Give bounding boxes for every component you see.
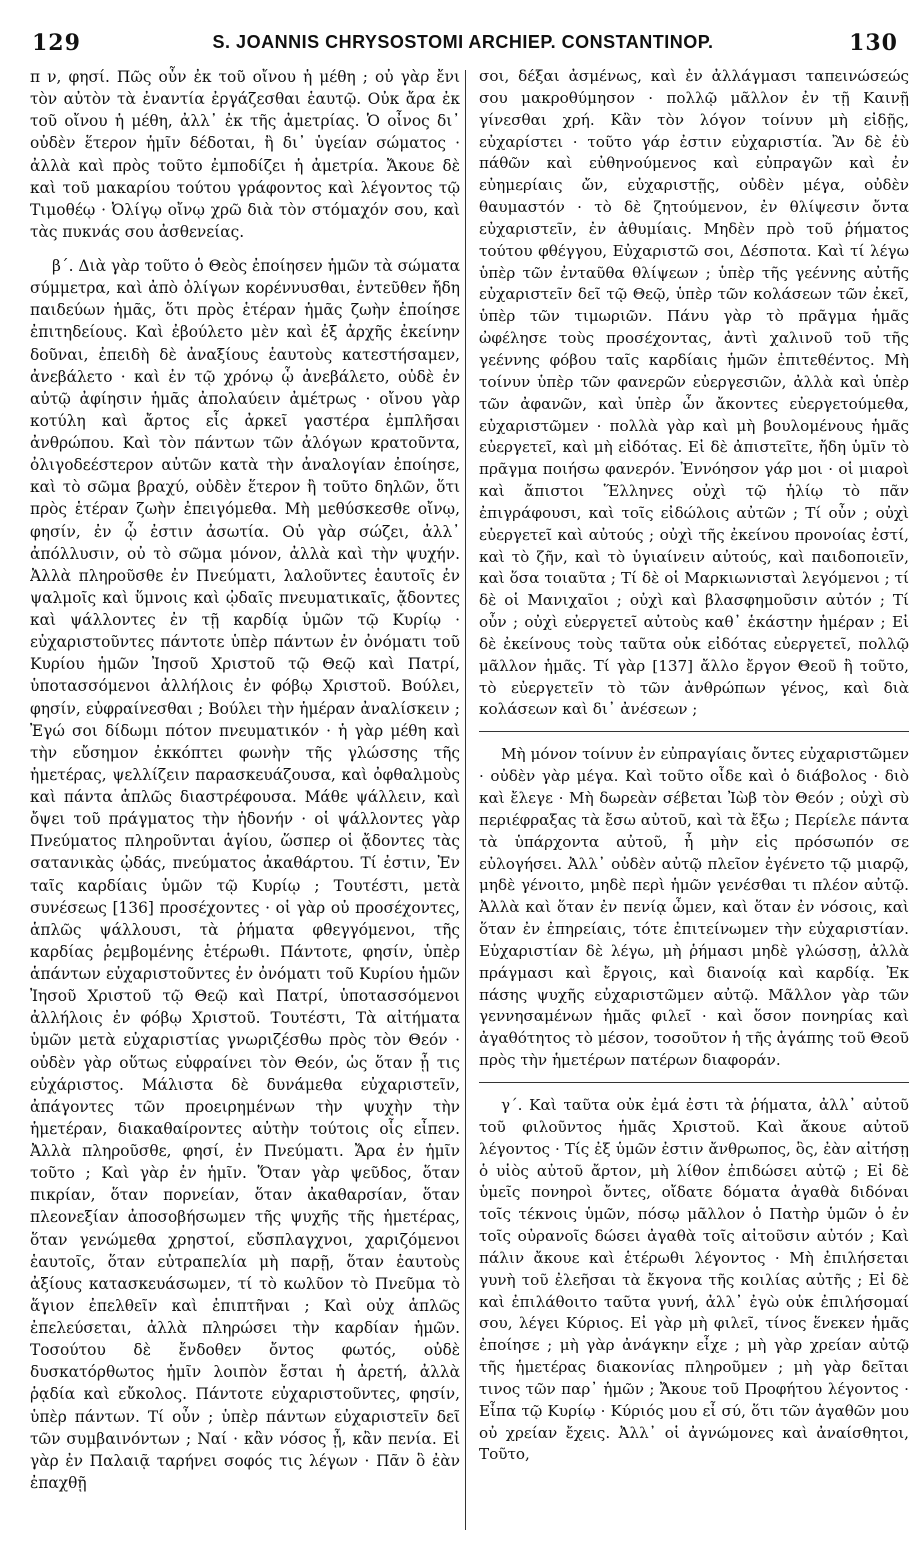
section-rule-2 xyxy=(479,1082,909,1083)
left-paragraph-2: β΄. Διὰ γὰρ τοῦτο ὁ Θεὸς ἐποίησεν ἡμῶν τὰ σώματα σύμμετρα, καὶ ἀπὸ ὀλίγων κορέννυσθαι, ἐντεῦθεν ἤδη παιδεύων ἡμᾶς, ὅτι πρὸς ἑτέραν ἡμᾶς ζωὴν ἐποίησε ἐπιτηδείους. Καὶ ἐβούλετο μὲν καὶ ἐξ ἀρχῆς ἐκείνην δοῦναι, ἐπειδὴ δὲ ἀναξίους ἑαυτοὺς κατεστήσαμεν, ἀνεβάλετο · καὶ ἐν τῷ χρόνῳ ᾧ ἀνεβάλετο, οὐδὲ ἐν αὐτῷ ἀφίησιν ἡμᾶς ἀπολαύειν ἀμέτρως · οἴνου γὰρ κοτύλη καὶ ἄρτος εἷς ἀρκεῖ γαστέρα ἐμπλῆσαι ἀνθρώπου. Καὶ τὸν πάντων τῶν ἀλόγων κρατοῦντα, ὀλιγοδεέστερον αὐτῶν κατὰ τὴν ἀναλογίαν ἐποίησε, καὶ τὸ σῶμα βραχύ, οὐδὲν ἕτερον ἢ τοῦτο δηλῶν, ὅτι πρὸς ἑτέραν ζωὴν ἐπειγόμεθα. Μὴ μεθύσκεσθε οἴνῳ, φησίν, ἐν ᾧ ἐστιν ἀσωτία. Οὐ γὰρ σώζει, ἀλλ᾽ ἀπόλλυσιν, οὐ τὸ σῶμα μόνον, ἀλλὰ καὶ τὴν ψυχήν. Ἀλλὰ πληροῦσθε ἐν Πνεύματι, λαλοῦντες ἑαυτοῖς ἐν ψαλμοῖς καὶ ὕμνοις καὶ ᾠδαῖς πνευματικαῖς, ᾄδοντες καὶ ψάλλοντες ἐν τῇ καρδίᾳ ὑμῶν τῷ Κυρίῳ · εὐχαριστοῦντες πάντοτε ὑπὲρ πάντων ἐν ὀνόματι τοῦ Κυρίου ἡμῶν Ἰησοῦ Χριστοῦ τῷ Θεῷ καὶ Πατρί, ὑποτασσόμενοι ἀλλήλοις ἐν φόβῳ Χριστοῦ. Βούλει, φησίν, εὐφραίνεσθαι ; Βούλει τὴν ἡμέραν ἀναλίσκειν ; Ἐγώ σοι δίδωμι πότον πνευματικόν · ἡ γὰρ μέθη καὶ τὴν εὔσημον ἐκκόπτει φωνὴν τῆς γλώσσης τῆς ἡμετέρας, ψελλίζειν παρασκευάζουσα, καὶ ὀφθαλμοὺς καὶ πάντα ἁπλῶς διαστρέφουσα. Μάθε ψάλλειν, καὶ ὄψει τοῦ πράγματος τὴν ἡδονήν · οἱ ψάλλοντες γὰρ Πνεύματος πληροῦνται ἁγίου, ὥσπερ οἱ ᾄδοντες τὰς σατανικὰς ᾠδάς, πνεύματος ἀκαθάρτου. Τί ἐστιν, Ἐν ταῖς καρδίαις ὑμῶν τῷ Κυρίῳ ; Τουτέστι, μετὰ συνέσεως [136] προσέχοντες · οἱ γὰρ οὐ προσέχοντες, ἁπλῶς ψάλλουσι, τὰ ῥήματα φθεγγόμενοι, τῆς καρδίας ῥεμβομένης ἑτέρωθι. Πάντοτε, φησίν, ὑπὲρ ἁπάντων εὐχαριστοῦντες ἐν ὀνόματι τοῦ Κυρίου ἡμῶν Ἰησοῦ Χριστοῦ τῷ Θεῷ καὶ Πατρί, ὑποτασσόμενοι ἀλλήλοις ἐν φόβῳ Χριστοῦ. Τουτέστι, Τὰ αἰτήματα ὑμῶν μετὰ εὐχαριστίας γνωριζέσθω πρὸς τὸν Θεόν · οὐδὲν γὰρ οὕτως εὐφραίνει τὸν Θεόν, ὡς ὅταν ᾖ τις εὐχάριστος. Μάλιστα δὲ δυνάμεθα εὐχαριστεῖν, ἀπάγοντες τῶν προειρημένων τὴν ψυχὴν τὴν ἡμετέραν, διακαθαίροντες αὐτὴν τούτοις οἷς εἶπεν. Ἀλλὰ πληροῦσθε, φησί, ἐν Πνεύματι. Ἄρα ἐν ἡμῖν τοῦτο ; Καὶ γὰρ ἐν ἡμῖν. Ὅταν γὰρ ψεῦδος, ὅταν πικρίαν, ὅταν πορνείαν, ὅταν ἀκαθαρσίαν, ὅταν πλεονεξίαν ἀποσοβήσωμεν τῆς ψυχῆς τῆς ἡμετέρας, ὅταν γενώμεθα χρηστοί, εὔσπλαγχνοι, χαριζόμενοι ἑαυτοῖς, ὅταν εὐτραπελία μὴ παρῇ, ὅταν ἑαυτοὺς ἀξίους κατασκευάσωμεν, τί τὸ κωλῦον τὸ Πνεῦμα τὸ ἅγιον ἐπελθεῖν καὶ ἐπιπτῆναι ; Καὶ οὐχ ἁπλῶς ἐπελεύσεται, ἀλλὰ πληρώσει τὴν καρδίαν ἡμῶν. Τοσούτου δὲ ἔνδοθεν ὄντος φωτός, οὐδὲ δυσκατόρθωτος ἡμῖν λοιπὸν ἔσται ἡ ἀρετή, ἀλλὰ ῥᾳδία καὶ εὔκολος. Πάντοτε εὐχαριστοῦντες, φησίν, ὑπὲρ πάντων. Τί οὖν ; ὑπὲρ πάντων εὐχαριστεῖν δεῖ τῶν συμβαινόντων ; Ναί · κἂν νόσος ᾖ, κἂν πενία. Εἰ γὰρ ἐν Παλαιᾷ ταρήνει σοφός τις λέγων · Πᾶν ὃ ἐὰν ἐπαχθῇ xyxy=(30,257,460,1492)
right-paragraph-2: Μὴ μόνον τοίνυν ἐν εὐπραγίαις ὄντες εὐχαριστῶμεν · οὐδὲν γὰρ μέγα. Καὶ τοῦτο οἶδε καὶ ὁ διάβολος · διὸ καὶ ἔλεγε · Μὴ δωρεὰν σέβεται Ἰὼβ τὸν Θεόν ; οὐχὶ σὺ περιέφραξας τὰ ἔσω αὐτοῦ, καὶ τὰ ἔξω ; Περίελε πάντα τὰ ὑπάρχοντα αὐτοῦ, ἦ μὴν εἰς πρόσωπόν σε εὐλογήσει. Ἀλλ᾽ οὐδὲν αὐτῷ πλεῖον ἐγένετο τῷ μιαρῷ, μηδὲ γένοιτο, μηδὲ περὶ ἡμῶν γενέσθαι τι πλέον αὐτῷ. Ἀλλὰ καὶ ὅταν ἐν πενίᾳ ὦμεν, καὶ ὅταν ἐν νόσοις, καὶ ὅταν ἐν ἐπηρείαις, τότε ἐπιτείνωμεν τὴν εὐχαριστίαν. Εὐχαριστίαν δὲ λέγω, μὴ ῥήμασι μηδὲ γλώσσῃ, ἀλλὰ πράγμασι καὶ ἔργοις, καὶ διανοίᾳ καὶ καρδίᾳ. Ἐκ πάσης ψυχῆς εὐχαριστῶμεν αὐτῷ. Μᾶλλον γὰρ τῶν γεννησαμένων ἡμᾶς φιλεῖ · καὶ ὅσον πονηρίας καὶ ἀγαθότητος τὸ μέσον, τοσοῦτον ἡ τῆς ἀγάπης τοῦ Θεοῦ πρὸς τὴν ἡμετέρων πατέρων διαφοράν. xyxy=(479,745,909,1070)
page-header xyxy=(18,22,908,58)
left-column xyxy=(30,66,460,1526)
right-column xyxy=(479,66,909,1526)
paragraph-gap xyxy=(30,243,460,255)
right-page-number: 130 xyxy=(849,30,898,56)
left-page-number: 129 xyxy=(32,30,81,56)
right-paragraph-3: γ΄. Καὶ ταῦτα οὐκ ἐμά ἐστι τὰ ῥήματα, ἀλλ᾽ αὐτοῦ τοῦ φιλοῦντος ἡμᾶς Χριστοῦ. Καὶ ἄκουε αὐτοῦ λέγοντος · Τίς ἐξ ὑμῶν ἐστιν ἄνθρωπος, ὃς, ἐὰν αἰτήσῃ ὁ υἱὸς αὐτοῦ ἄρτον, μὴ λίθον ἐπιδώσει αὐτῷ ; Εἰ δὲ ὑμεῖς πονηροὶ ὄντες, οἴδατε δόματα ἀγαθὰ διδόναι τοῖς τέκνοις ὑμῶν, πόσῳ μᾶλλον ὁ Πατὴρ ὑμῶν ὁ ἐν τοῖς οὐρανοῖς δώσει ἀγαθὰ τοῖς αἰτοῦσιν αὐτόν ; Καὶ πάλιν ἄκουε καὶ ἑτέρωθι λέγοντος · Μὴ ἐπιλήσεται γυνὴ τοῦ ἐλεῆσαι τὰ ἔκγονα τῆς κοιλίας αὐτῆς ; Εἰ δὲ καὶ ἐπιλάθοιτο ταῦτα γυνή, ἀλλ᾽ ἐγὼ οὐκ ἐπιλήσομαί σου, λέγει Κύριος. Εἰ γὰρ μὴ φιλεῖ, τίνος ἕνεκεν ἡμᾶς ἐποίησε ; μὴ γὰρ ἀνάγκην εἶχε ; μὴ γὰρ χρείαν αὐτῷ τῆς ἡμετέρας διακονίας πληροῦμεν ; μὴ γὰρ δεῖται τινος τῶν παρ᾽ ἡμῶν ; Ἄκουε τοῦ Προφήτου λέγοντος · Εἶπα τῷ Κυρίῳ · Κύριός μου εἶ σύ, ὅτι τῶν ἀγαθῶν μου οὐ χρείαν ἔχεις. Ἀλλ᾽ οἱ ἀγνώμονες καὶ ἀναίσθητοι, Τοῦτο, xyxy=(479,1095,909,1464)
left-paragraph-1: π ν, φησί. Πῶς οὖν ἐκ τοῦ οἴνου ἡ μέθη ; οὐ γὰρ ἔνι τὸν αὐτὸν τὰ ἐναντία ἐργάζεσθαι ἑαυτῷ. Οὐκ ἄρα ἐκ τοῦ οἴνου ἡ μέθη, ἀλλ᾽ ἐκ τῆς ἀμετρίας. Ὁ οἶνος δι᾽ οὐδὲν ἕτερον ἡμῖν δέδοται, ἢ δι᾽ ὑγείαν σώματος · ἀλλὰ καὶ πρὸς τοῦτο ἐμποδίζει ἡ ἀμετρία. Ἄκουε δὲ καὶ τοῦ μακαρίου τούτου γράφοντος καὶ λέγοντος τῷ Τιμοθέῳ · Ὀλίγῳ οἴνῳ χρῶ διὰ τὸν στόμαχόν σου, καὶ τὰς πυκνάς σου ἀσθενείας. xyxy=(30,68,460,241)
section-rule xyxy=(479,731,909,732)
right-paragraph-1: σοι, δέξαι ἀσμένως, καὶ ἐν ἀλλάγμασι ταπεινώσεώς σου μακροθύμησον · πολλῷ μᾶλλον ἐν τῇ Καινῇ γίνεσθαι χρή. Κἂν τὸν λόγον τοίνυν μὴ εἰδῇς, εὐχαρίστει · τοῦτο γάρ ἐστιν εὐχαριστία. Ἂν δὲ ἐὺ πάθῶν καὶ εὐθηνούμενος καὶ εὐπραγῶν καὶ ἐν εὐημερίαις ὤν, εὐχαριστῇς, οὐδὲν μέγα, οὐδὲν θαυμαστόν · τὸ δὲ ζητούμενον, ἐν θλίψεσιν ὄντα εὐχαριστεῖν, ἐν ἀθυμίαις. Μηδὲν πρὸ τοῦ ῥήματος τούτου φθέγγου, Εὐχαριστῶ σοι, Δέσποτα. Καὶ τί λέγω ὑπὲρ τῶν ἐνταῦθα θλίψεων ; ὑπὲρ τῆς γεέννης αὐτῆς εὐχαριστεῖν δεῖ τῷ Θεῷ, ὑπὲρ τῶν κολάσεων τῶν ἐκεῖ, ὑπὲρ τῶν τιμωριῶν. Πάνυ γὰρ τὸ πρᾶγμα ἡμᾶς ὠφέλησε τοὺς προσέχοντας, ἀντὶ χαλινοῦ τοῦ τῆς γεέννης φόβου ταῖς καρδίαις ἡμῶν ἐπιτεθέντος. Μὴ τοίνυν ὑπὲρ τῶν φανερῶν εὐεργεσιῶν, ἀλλὰ καὶ ὑπὲρ τῶν ἀφανῶν, καὶ ὑπὲρ ὧν ἄκοντες εὐεργετούμεθα, εὐχαριστῶμεν · πολλὰ γὰρ καὶ μὴ βουλομένους ἡμᾶς εὐεργετεῖ, καὶ μὴ εἰδότας. Εἰ δὲ ἀπιστεῖτε, ἤδη ὑμῖν τὸ πρᾶγμα ποιήσω φανερόν. Ἐννόησον γάρ μοι · οἱ μιαροὶ καὶ ἄπιστοι Ἕλληνες οὐχὶ τῷ ἡλίῳ τὸ πᾶν ἐπιγράφουσι, καὶ τοῖς εἰδώλοις αὐτῶν ; Τί οὖν ; οὐχὶ εὐεργετεῖ καὶ αὐτούς ; οὐχὶ τῆς ἐκείνου προνοίας ἐστί, καὶ τὸ ζῆν, καὶ τὸ ὑγιαίνειν αὐτούς, καὶ παιδοποιεῖν, καὶ ὅσα τοιαῦτα ; Τί δὲ οἱ Μαρκιωνισταὶ λεγόμενοι ; τί δὲ οἱ Μανιχαῖοι ; οὐχὶ καὶ βλασφημοῦσιν αὐτόν ; Τί οὖν ; οὐχὶ εὐεργετεῖ αὐτοὺς καθ᾽ ἑκάστην ἡμέραν ; Εἰ δὲ ἐκείνους τοὺς ταῦτα οὐκ εἰδότας εὐεργετεῖ, πολλῷ μᾶλλον ἡμᾶς. Τί γὰρ [137] ἄλλο ἔργον Θεοῦ ἢ τοῦτο, τὸ εὐεργετεῖν τὸ τῶν ἀνθρώπων γένος, καὶ διὰ κολάσεων καὶ δι᾽ ἀνέσεων ; xyxy=(479,67,909,719)
column-divider xyxy=(465,70,466,1530)
running-title: S. JOANNIS CHRYSOSTOMI ARCHIEP. CONSTANTINOP. xyxy=(212,32,714,52)
